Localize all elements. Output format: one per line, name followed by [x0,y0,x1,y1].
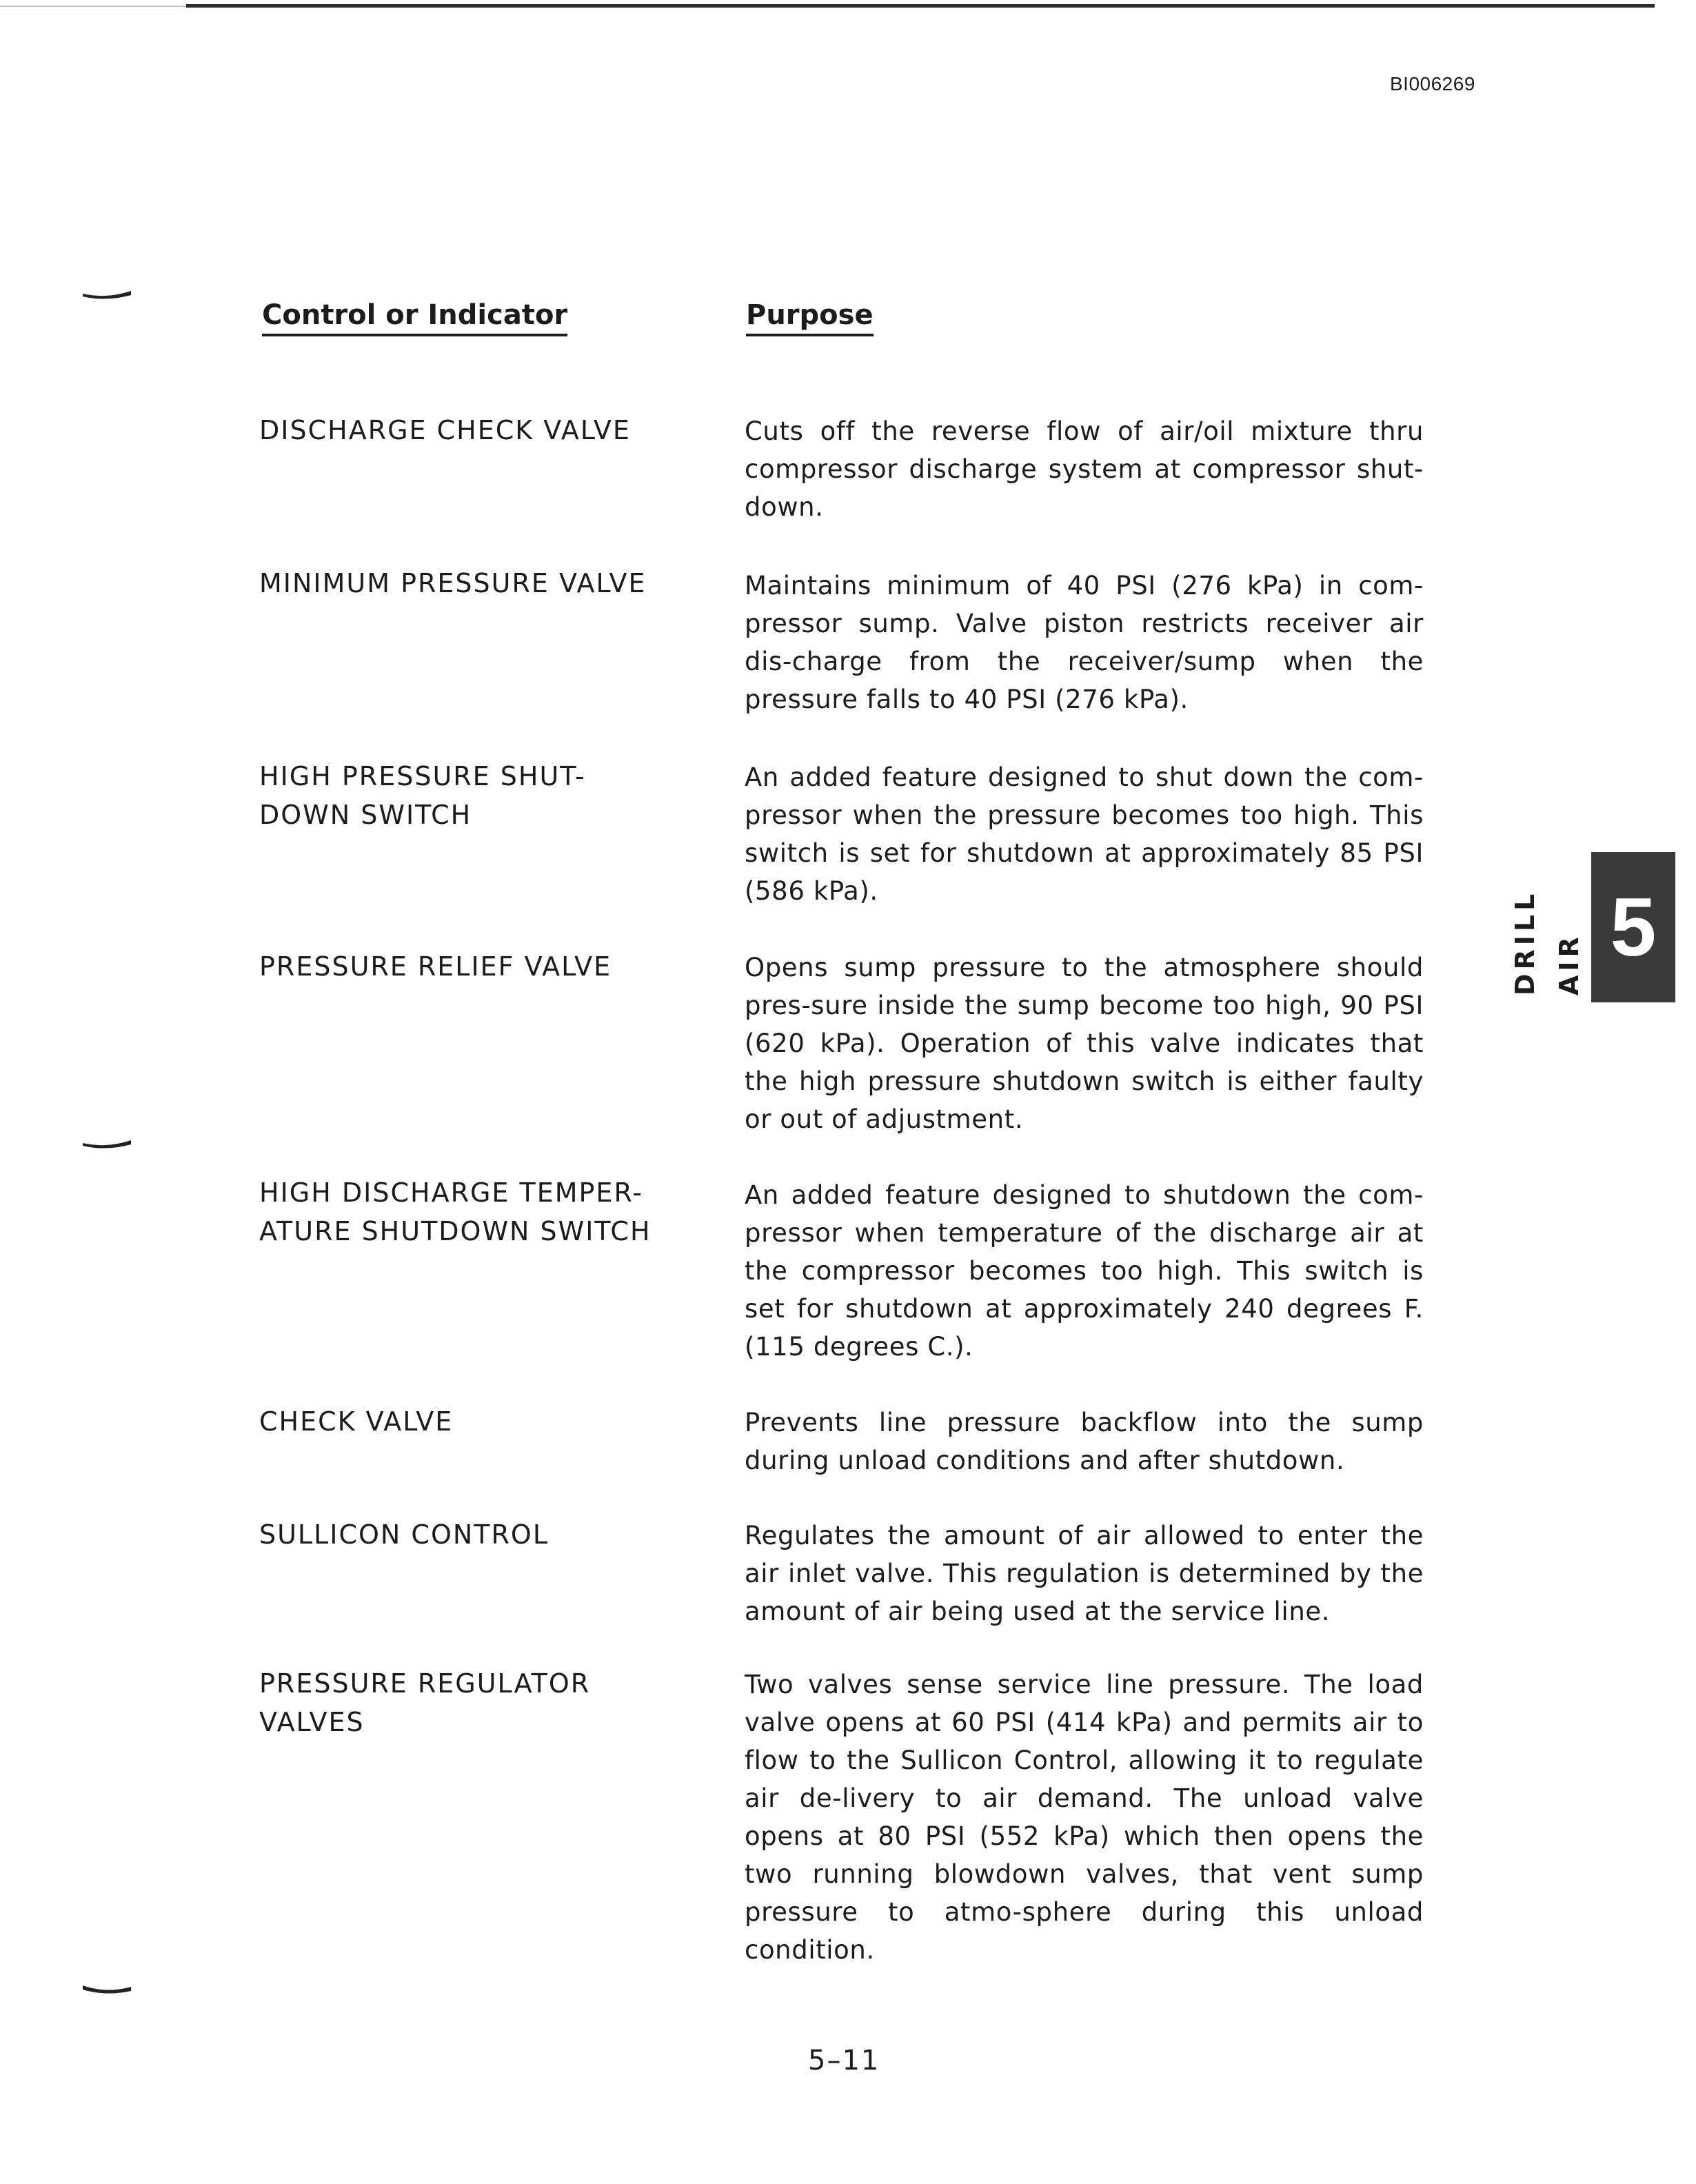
section-tab-drill-label: DRILL [1510,889,1540,995]
header-control-or-indicator: Control or Indicator [262,299,567,336]
section-tab-air-label: AIR [1554,933,1584,995]
control-name: CHECK VALVE [259,1406,454,1437]
control-name: PRESSURE REGULATOR VALVES [259,1668,591,1737]
top-rule-faint [0,6,186,7]
section-number-block [1591,852,1675,1002]
control-name: DISCHARGE CHECK VALVE [259,415,631,445]
control-purpose: Regulates the amount of air allowed to enter the air inlet valve. This regulation is determined by the amount of air being used at the service line. [745,1521,1424,1626]
control-purpose: Prevents line pressure backflow into the sump during unload conditions and after shutdown. [745,1408,1424,1475]
control-name: MINIMUM PRESSURE VALVE [259,568,647,598]
control-name: PRESSURE RELIEF VALVE [259,951,612,982]
document-id: BI006269 [1390,73,1475,94]
control-name: SULLICON CONTROL [259,1519,549,1550]
binder-mark-icon [81,290,132,302]
binder-mark-icon [81,1139,132,1151]
binder-mark-icon [81,1983,132,1995]
section-number: 5 [1610,881,1657,973]
control-purpose: An added feature designed to shut down the com-pressor when the pressure becomes too high. This switch is set for shutdown at approximately 85 PSI (586 kPa). [745,762,1424,906]
top-rule [186,4,1655,8]
control-name: HIGH DISCHARGE TEMPER-ATURE SHUTDOWN SWITCH [259,1177,652,1246]
control-purpose: Cuts off the reverse flow of air/oil mixture thru compressor discharge system at compressor shut-down. [745,416,1424,522]
control-purpose: An added feature designed to shutdown the com-pressor when temperature of the discharge air at the compressor becomes too high. This switch is set for shutdown at approximately 240 degrees F. (115 degrees C.). [745,1180,1424,1362]
page-number: 5–11 [808,2045,880,2076]
control-purpose: Opens sump pressure to the atmosphere should pres-sure inside the sump become too high, 90 PSI (620 kPa). Operation of this valve indicates that the high pressure shutdown switch is either faulty or out of adjustment. [745,953,1424,1134]
control-name: HIGH PRESSURE SHUT-DOWN SWITCH [259,761,586,830]
control-purpose: Two valves sense service line pressure. The load valve opens at 60 PSI (414 kPa) and permits air to flow to the Sullicon Control, allowing it to regulate air de-livery to air demand. The unload valve opens at 80 PSI (552 kPa) which then opens the two running blowdown valves, that vent sump pressure to atmo-sphere during this unload condition. [745,1670,1424,1965]
control-purpose: Maintains minimum of 40 PSI (276 kPa) in com-pressor sump. Valve piston restricts receiver air dis-charge from the receiver/sump when the pressure falls to 40 PSI (276 kPa). [745,571,1424,714]
section-tab [1510,852,1675,1004]
header-purpose: Purpose [746,299,874,336]
